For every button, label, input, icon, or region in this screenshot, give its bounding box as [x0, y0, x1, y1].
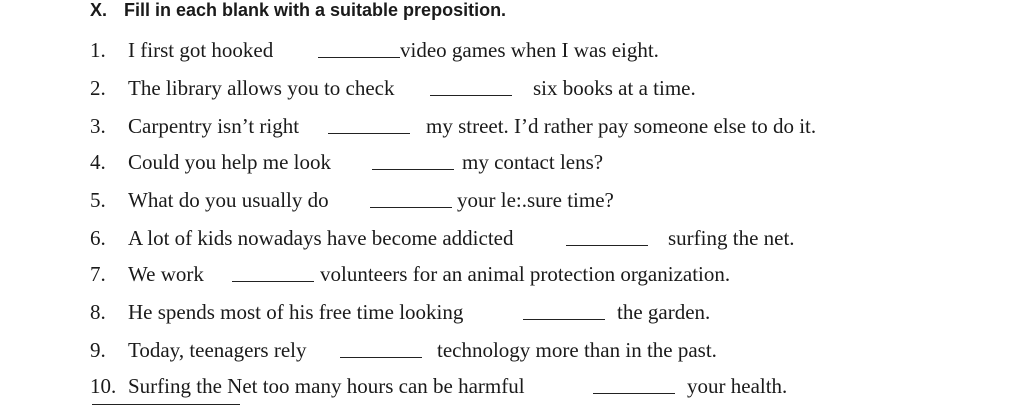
exercise-number: X.	[90, 0, 108, 20]
question-number: 1.	[90, 38, 106, 62]
question-text-before: Could you help me look	[128, 150, 331, 174]
divider-line	[92, 404, 240, 405]
answer-blank[interactable]	[370, 188, 452, 208]
question-number: 9.	[90, 338, 106, 362]
question-text-before: We work	[128, 262, 204, 286]
question-number: 10.	[90, 374, 117, 398]
question-number: 3.	[90, 114, 106, 138]
question-text-after: my street. I’d rather pay someone else to do it.	[426, 114, 817, 138]
answer-blank[interactable]	[232, 262, 314, 282]
question-text-before: The library allows you to check	[128, 76, 395, 100]
question-number: 8.	[90, 300, 106, 324]
question-text-before: He spends most of his free time looking	[128, 300, 464, 324]
question-text-after: video games when I was eight.	[400, 38, 659, 62]
question-number: 4.	[90, 150, 106, 174]
question-text-before: A lot of kids nowadays have become addicted	[128, 226, 514, 250]
exercise-heading	[90, 0, 506, 21]
exercise-instruction: Fill in each blank with a suitable preposition.	[124, 0, 507, 20]
question-text-after: my contact lens?	[462, 150, 604, 174]
question-text-after: your health.	[687, 374, 788, 398]
question-text-after: technology more than in the past.	[437, 338, 717, 362]
question-text-before: What do you usually do	[128, 188, 329, 212]
answer-blank[interactable]	[328, 114, 410, 134]
question-text-before: I first got hooked	[128, 38, 274, 62]
question-text-before: Carpentry isn’t right	[128, 114, 300, 138]
answer-blank[interactable]	[430, 76, 512, 96]
question-number: 2.	[90, 76, 106, 100]
question-text-before: Surfing the Net too many hours can be harmful	[128, 374, 525, 398]
answer-blank[interactable]	[340, 338, 422, 358]
question-text-after: the garden.	[617, 300, 711, 324]
question-text-after: volunteers for an animal protection organization.	[320, 262, 731, 286]
answer-blank[interactable]	[566, 226, 648, 246]
answer-blank[interactable]	[523, 300, 605, 320]
answer-blank[interactable]	[593, 374, 675, 394]
question-number: 7.	[90, 262, 106, 286]
question-number: 5.	[90, 188, 106, 212]
question-text-before: Today, teenagers rely	[128, 338, 307, 362]
question-text-after: your le:.sure time?	[457, 188, 614, 212]
question-text-after: surfing the net.	[668, 226, 795, 250]
answer-blank[interactable]	[318, 38, 400, 58]
question-number: 6.	[90, 226, 106, 250]
question-text-after: six books at a time.	[533, 76, 696, 100]
answer-blank[interactable]	[372, 150, 454, 170]
